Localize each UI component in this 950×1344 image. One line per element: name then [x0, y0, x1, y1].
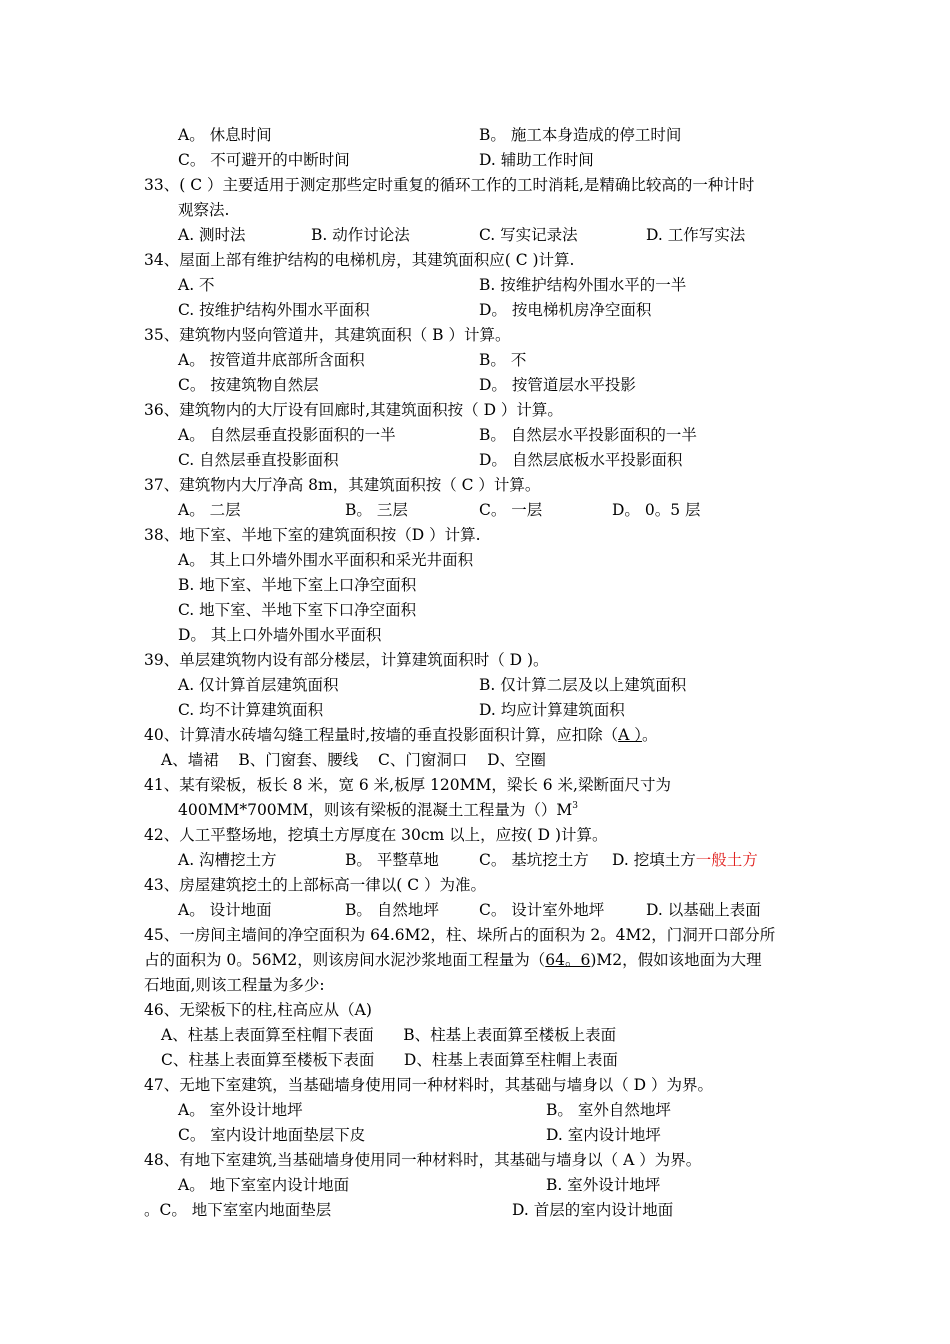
q48-option-d: D. 首层的室内设计地面 — [512, 1201, 674, 1219]
q37-option-d: D。 0。5 层 — [612, 501, 701, 519]
q41-stem-cont — [178, 799, 578, 821]
q38-option-b: B. 地下室、半地下室上口净空面积 — [178, 576, 417, 594]
q36-option-c: C. 自然层垂直投影面积 — [178, 451, 339, 469]
q41-stem: 41、某有梁板，板长 8 米，宽 6 米,板厚 120MM，梁长 6 米,梁断面尺寸为 — [144, 776, 671, 794]
q36-option-d: D。 自然层底板水平投影面积 — [479, 451, 683, 469]
q36-option-a: A。 自然层垂直投影面积的一半 — [178, 426, 396, 444]
q33-option-a: A. 测时法 — [178, 226, 246, 244]
q47-option-d: D. 室内设计地坪 — [546, 1126, 661, 1144]
q43-option-a: A。 设计地面 — [178, 901, 272, 919]
q48-option-b: B. 室外设计地坪 — [546, 1176, 661, 1194]
q32-option-d: D. 辅助工作时间 — [479, 151, 594, 169]
q40-stem-end: 。 — [642, 726, 658, 744]
q33-option-d: D. 工作写实法 — [646, 226, 746, 244]
q45-stem-last: 石地面,则该工程量为多少: — [144, 976, 325, 994]
q34-option-b: B. 按维护结构外围水平的一半 — [479, 276, 687, 294]
q35-option-c: C。 按建筑物自然层 — [178, 376, 319, 394]
q39-option-c: C. 均不计算建筑面积 — [178, 701, 324, 719]
q45-stem-cont — [144, 949, 762, 971]
q42-stem: 42、人工平整场地，挖填土方厚度在 30cm 以上，应按( D )计算。 — [144, 826, 608, 844]
q40-answer: A ） — [618, 726, 643, 744]
q47-option-b: B。 室外自然地坪 — [546, 1101, 671, 1119]
q32-option-a: A。 休息时间 — [178, 126, 272, 144]
q38-option-d: D。 其上口外墙外围水平面积 — [178, 626, 382, 644]
q48-option-a: A。 地下室室内设计地面 — [178, 1176, 350, 1194]
q37-stem: 37、建筑物内大厅净高 8m，其建筑面积按（ C ）计算。 — [144, 476, 541, 494]
q39-option-a: A. 仅计算首层建筑面积 — [178, 676, 339, 694]
q42-option-d — [612, 849, 758, 871]
q33-option-b: B. 动作讨论法 — [311, 226, 410, 244]
q42-option-c: C。 基坑挖土方 — [479, 851, 589, 869]
q40-stem — [144, 724, 658, 746]
q38-stem: 38、地下室、半地下室的建筑面积按（D ）计算. — [144, 526, 481, 544]
q32-option-b: B。 施工本身造成的停工时间 — [479, 126, 682, 144]
q33-stem-cont: 观察法. — [178, 201, 230, 219]
q46-stem: 46、无梁板下的柱,柱高应从（A) — [144, 1001, 372, 1019]
q38-option-a: A。 其上口外墙外围水平面积和采光井面积 — [178, 551, 474, 569]
q43-option-b: B。 自然地坪 — [345, 901, 439, 919]
q46-options-cd: C、柱基上表面算至楼板下表面 D、柱基上表面算至柱帽上表面 — [161, 1051, 618, 1069]
q33-stem: 33、( C ）主要适用于测定那些定时重复的循环工作的工时消耗,是精确比较高的一种计时 — [144, 176, 755, 194]
q41-stem-text: 400MM*700MM，则该有梁板的混凝土工程量为（）M — [178, 801, 573, 819]
q43-option-d: D. 以基础上表面 — [646, 901, 761, 919]
q39-option-b: B. 仅计算二层及以上建筑面积 — [479, 676, 687, 694]
q42-red-note: 一般土方 — [695, 851, 758, 869]
q37-option-a: A。 二层 — [178, 501, 241, 519]
q35-option-d: D。 按管道层水平投影 — [479, 376, 636, 394]
q42-option-b: B。 平整草地 — [345, 851, 439, 869]
q45-stem-text: 占的面积为 0。56M2，则该房间水泥沙浆地面工程量为（ — [144, 951, 546, 969]
q36-option-b: B。 自然层水平投影面积的一半 — [479, 426, 697, 444]
q45-stem: 45、一房间主墙间的净空面积为 64.6M2，柱、垛所占的面积为 2。4M2，门洞开口部分所 — [144, 926, 776, 944]
q34-option-a: A. 不 — [178, 276, 215, 294]
q32-option-c: C。 不可避开的中断时间 — [178, 151, 350, 169]
q47-option-c: C。 室内设计地面垫层下皮 — [178, 1126, 366, 1144]
q47-option-a: A。 室外设计地坪 — [178, 1101, 303, 1119]
q42-option-d-text: D. 挖填土方 — [612, 851, 696, 869]
q42-option-a: A. 沟槽挖土方 — [178, 851, 277, 869]
q48-option-c: 。C。 地下室室内地面垫层 — [144, 1201, 332, 1219]
q47-stem: 47、无地下室建筑，当基础墙身使用同一种材料时，其基础与墙身以（ D ）为界。 — [144, 1076, 714, 1094]
q43-option-c: C。 设计室外地坪 — [479, 901, 605, 919]
q35-option-a: A。 按管道井底部所含面积 — [178, 351, 365, 369]
q39-stem: 39、单层建筑物内设有部分楼层，计算建筑面积时（ D )。 — [144, 651, 549, 669]
q40-stem-text: 40、计算清水砖墙勾缝工程量时,按墙的垂直投影面积计算，应扣除（ — [144, 726, 619, 744]
q45-answer: 64。6 — [545, 951, 591, 969]
q43-stem: 43、房屋建筑挖土的上部标高一律以( C ）为准。 — [144, 876, 486, 894]
q37-option-c: C。 一层 — [479, 501, 543, 519]
q34-option-c: C. 按维护结构外围水平面积 — [178, 301, 370, 319]
q48-stem: 48、有地下室建筑,当基础墙身使用同一种材料时，其基础与墙身以（ A ）为界。 — [144, 1151, 702, 1169]
q35-stem: 35、建筑物内竖向管道井，其建筑面积（ B ）计算。 — [144, 326, 511, 344]
q46-options-ab: A、柱基上表面算至柱帽下表面 B、柱基上表面算至楼板上表面 — [161, 1026, 617, 1044]
q38-option-c: C. 地下室、半地下室下口净空面积 — [178, 601, 417, 619]
q34-stem: 34、屋面上部有维护结构的电梯机房，其建筑面积应( C )计算. — [144, 251, 575, 269]
q40-options: A、墙裙 B、门窗套、腰线 C、门窗洞口 D、空圈 — [161, 751, 546, 769]
q41-superscript: 3 — [572, 801, 579, 811]
q45-stem-text-end: )M2，假如该地面为大理 — [590, 951, 762, 969]
q37-option-b: B。 三层 — [345, 501, 408, 519]
q36-stem: 36、建筑物内的大厅设有回廊时,其建筑面积按（ D ）计算。 — [144, 401, 563, 419]
q34-option-d: D。 按电梯机房净空面积 — [479, 301, 652, 319]
q33-option-c: C. 写实记录法 — [479, 226, 578, 244]
q39-option-d: D. 均应计算建筑面积 — [479, 701, 625, 719]
q35-option-b: B。 不 — [479, 351, 527, 369]
